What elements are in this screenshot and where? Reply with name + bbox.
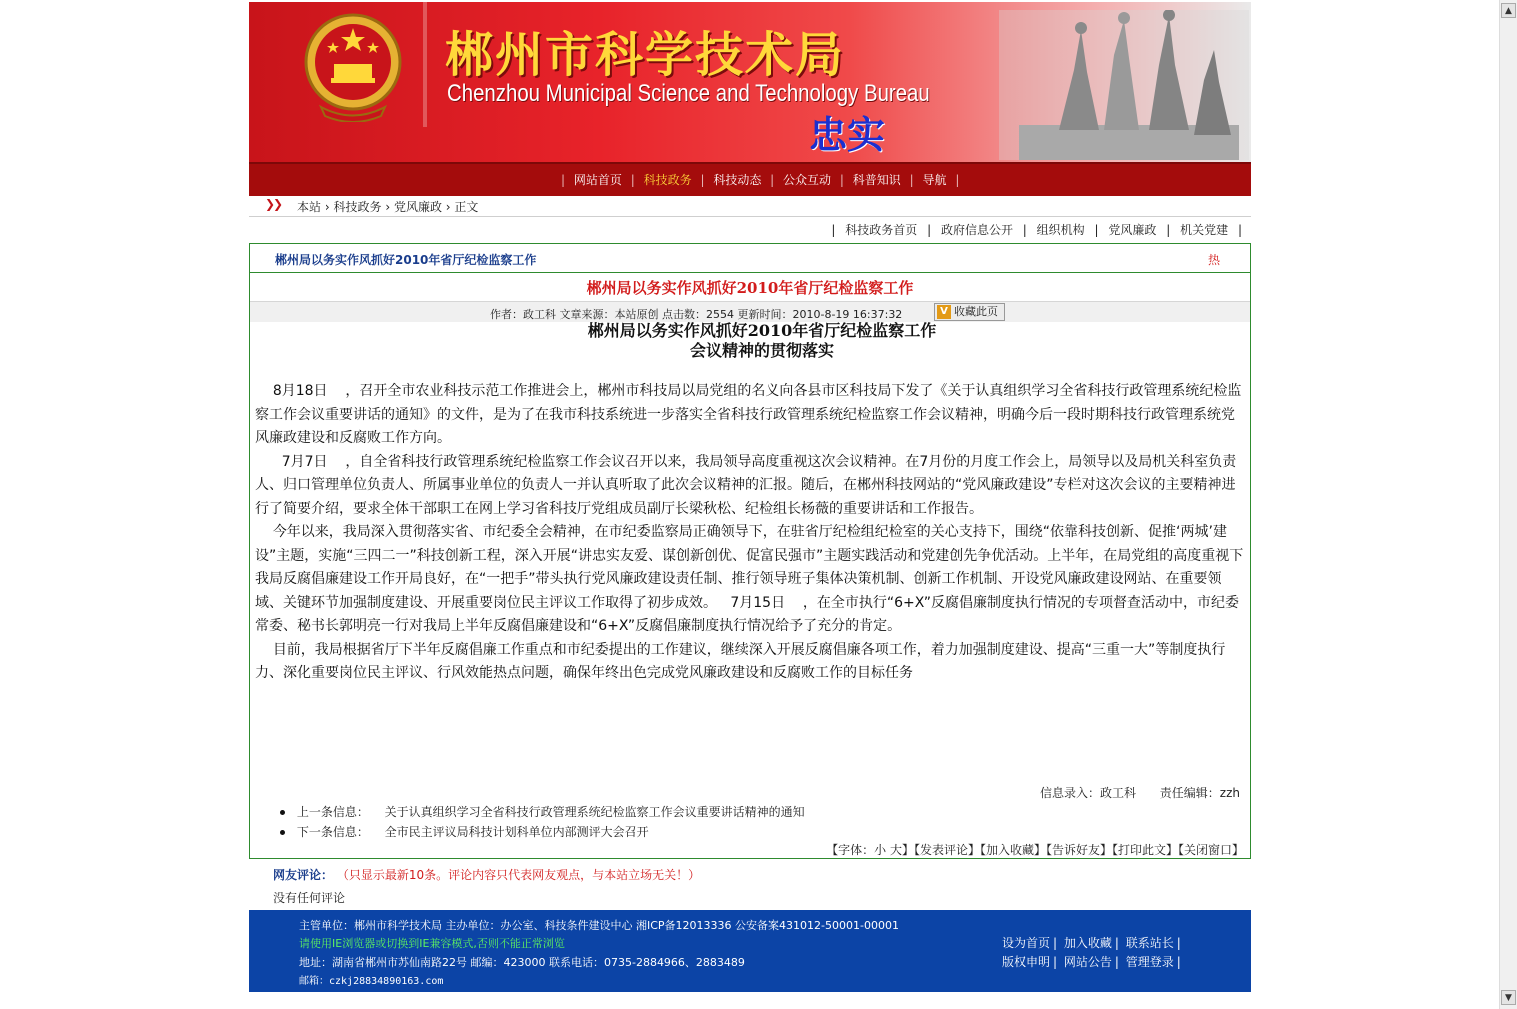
article-subtitle-line2: 会议精神的贯彻落实 <box>689 341 834 360</box>
article-credits <box>1020 784 1240 801</box>
article-header <box>250 244 1250 273</box>
prev-next-links <box>280 802 805 842</box>
subnav-party-building[interactable]: 机关党建 <box>1180 223 1229 237</box>
article-header-title: 郴州局以务实作风抓好2010年省厅纪检监察工作 <box>275 253 537 267</box>
breadcrumb-current: 正文 <box>454 200 479 214</box>
admin-login-link[interactable]: 管理登录 <box>1125 955 1174 969</box>
bullet-icon <box>280 830 285 835</box>
article-title: 郴州局以务实作风抓好2010年省厅纪检监察工作 <box>586 279 914 297</box>
footer-browser-notice: 请使用IE浏览器或切换到IE兼容模式,否则不能正常浏览 <box>299 937 565 950</box>
subnav-organization[interactable]: 组织机构 <box>1036 223 1085 237</box>
subnav-party-integrity[interactable]: 党风廉政 <box>1108 223 1157 237</box>
article-paragraph: 7月7日 ，自全省科技行政管理系统纪检监察工作会议召开以来，我局领导高度重视这次会议精神。在7月份的月度工作会上，局领导以及局机关科室负责人、归口管理单位负责人、所属事业单位的负责人一并认真听取了此次会议精神的汇报。随后，在郴州科技网站的“党风廉政建设”专栏对这次会议的主要精神进行了简要介绍，要求全体干部职工在网上学习省科技厅党组成员副厅长梁秋松、纪检组长杨薇的重要讲话和工作报告。 <box>255 453 1237 517</box>
breadcrumb-party-integrity[interactable]: 党风廉政 <box>393 200 442 214</box>
breadcrumb-tech-government[interactable]: 科技政务 <box>333 200 382 214</box>
comments-note: （只显示最新10条。评论内容只代表网友观点，与本站立场无关！） <box>336 868 701 882</box>
footer-links-row1: 设为首页 | 加入收藏 | 联系站长 | <box>999 934 1181 951</box>
add-favorite-link[interactable]: 加入收藏 <box>1063 936 1112 950</box>
scroll-up-icon[interactable]: ▲ <box>1501 3 1516 18</box>
set-homepage-link[interactable]: 设为首页 <box>1002 936 1051 950</box>
sub-nav: | 科技政务首页 | 政府信息公开 | 组织机构 | 党风廉政 | 机关党建 | <box>831 223 1242 237</box>
article-subtitle <box>250 321 1274 361</box>
site-title: 郴州市科学技术局 <box>445 27 846 83</box>
nav-tech-government[interactable]: 科技政务 <box>643 173 692 187</box>
favorite-icon: V <box>937 305 951 319</box>
favorite-button[interactable]: V 收藏此页 <box>934 303 1005 321</box>
subnav-tech-gov-home[interactable]: 科技政务首页 <box>845 223 918 237</box>
footer-links-row2: 版权申明 | 网站公告 | 管理登录 | <box>999 953 1181 970</box>
article-paragraph: 8月18日 ，召开全市农业科技示范工作推进会上，郴州市科技局以局党组的名义向各县市区科技局下发了《关于认真组织学习全省科技行政管理系统纪检监察工作会议重要讲话的通知》的文件，是为了在我市科技系统进一步落实全省科技行政管理系统纪检监察工作会议精神，明确今后一段时期科技行政管理系统党风廉政建设和反腐败工作方向。 <box>255 383 1242 446</box>
contact-admin-link[interactable]: 联系站长 <box>1125 936 1174 950</box>
subnav-info-disclosure[interactable]: 政府信息公开 <box>940 223 1013 237</box>
comments-header <box>273 866 700 883</box>
banner-slogan: 忠实 <box>809 113 886 157</box>
bullet-icon <box>280 810 285 815</box>
nav-public-interaction[interactable]: 公众互动 <box>783 173 832 187</box>
article-paragraph: 今年以来，我局深入贯彻落实省、市纪委全会精神，在市纪委监察局正确领导下，在驻省厅纪检组纪检室的关心支持下，围绕“依靠科技创新、促推‘两城’建设”主题，实施“三四二一”科技创新工程，深入开展“讲忠实友爱、谋创新创优、促富民强市”主题实践活动和党建创先争优活动。上半年，在局党组的高度重视下我局反腐倡廉建设工作开局良好，在“一把手”带头执行党风廉政建设责任制、推行领导班子集体决策机制、创新工作机制、开设党风廉政建设网站、在重要领域、关键环节加强制度建设、开展重要岗位民主评议工作取得了初步成效。 7月15日 ，在全市执行“6+X”反腐倡廉制度执行情况的专项督查活动中，市纪委常委、秘书长郭明亮一行对我局上半年反腐倡廉建设和“6+X”反腐倡廉制度执行情况给予了充分的肯定。 <box>255 524 1244 634</box>
nav-science-knowledge[interactable]: 科普知识 <box>852 173 901 187</box>
article-subtitle-line1: 郴州局以务实作风抓好2010年省厅纪检监察工作 <box>587 321 937 340</box>
divider <box>249 216 1251 217</box>
prev-article-link[interactable]: 关于认真组织学习全省科技行政管理系统纪检监察工作会议重要讲话精神的通知 <box>384 805 805 819</box>
banner-divider <box>423 2 427 127</box>
double-chevron-right-icon: ❯❯ <box>265 197 282 211</box>
article-meta <box>250 301 1250 322</box>
nav-home[interactable]: 网站首页 <box>573 173 622 187</box>
editor-label: 责任编辑：zzh <box>1159 786 1240 800</box>
scroll-down-icon[interactable]: ▼ <box>1501 990 1516 1005</box>
sculpture-image <box>999 10 1249 160</box>
site-title-english: Chenzhou Municipal Science and Technology Bureau <box>447 80 930 107</box>
nav-tech-news[interactable]: 科技动态 <box>713 173 762 187</box>
site-notice-link[interactable]: 网站公告 <box>1063 955 1112 969</box>
footer-address: 地址：湖南省郴州市苏仙南路22号 邮编：423000 联系电话：0735-2884966、2883489 <box>299 956 745 969</box>
article-body <box>255 380 1245 686</box>
footer-email: 邮箱：czkj28834890163.com <box>299 976 444 987</box>
national-emblem-icon <box>301 12 405 122</box>
prev-label: 上一条信息： <box>296 805 369 819</box>
breadcrumb-home[interactable]: 本站 <box>297 200 322 214</box>
article-frame <box>249 243 1251 859</box>
article-tools[interactable]: 【字体：小 大】【发表评论】【加入收藏】【告诉好友】【打印此文】【关闭窗口】 <box>826 843 1244 857</box>
comments-label: 网友评论： <box>273 868 334 882</box>
footer-sponsor: 主管单位：郴州市科学技术局 主办单位：办公室、科技条件建设中心 湘ICP备12013336 公安备案431012-50001-00001 <box>299 919 899 932</box>
site-footer <box>249 910 1251 992</box>
copyright-link[interactable]: 版权申明 <box>1002 955 1051 969</box>
hot-badge: 热 <box>1207 253 1220 267</box>
article-paragraph: 目前，我局根据省厅下半年反腐倡廉工作重点和市纪委提出的工作建议，继续深入开展反腐倡廉各项工作，着力加强制度建设、提高“三重一大”等制度执行力、深化重要岗位民主评议、行风效能热点问题，确保年终出色完成党风廉政建设和反腐败工作的目标任务 <box>255 641 1226 681</box>
main-nav: | 网站首页 | 科技政务 | 科技动态 | 公众互动 | 科普知识 | 导航 | <box>249 162 1251 196</box>
article-meta-info: 作者：政工科 文章来源：本站原创 点击数：2554 更新时间：2010-8-19 16:37:32 <box>490 308 903 321</box>
next-label: 下一条信息： <box>296 825 369 839</box>
breadcrumb: ❯❯ 本站 › 科技政务 › 党风廉政 › 正文 <box>265 197 479 214</box>
site-banner <box>249 2 1251 162</box>
recorder-label: 信息录入：政工科 <box>1039 786 1136 800</box>
vertical-scrollbar[interactable] <box>1499 0 1517 1009</box>
nav-navigation[interactable]: 导航 <box>922 173 947 187</box>
next-article-link[interactable]: 全市民主评议局科技计划科单位内部测评大会召开 <box>384 825 649 839</box>
page <box>249 2 1251 992</box>
no-comments-text: 没有任何评论 <box>273 891 346 905</box>
